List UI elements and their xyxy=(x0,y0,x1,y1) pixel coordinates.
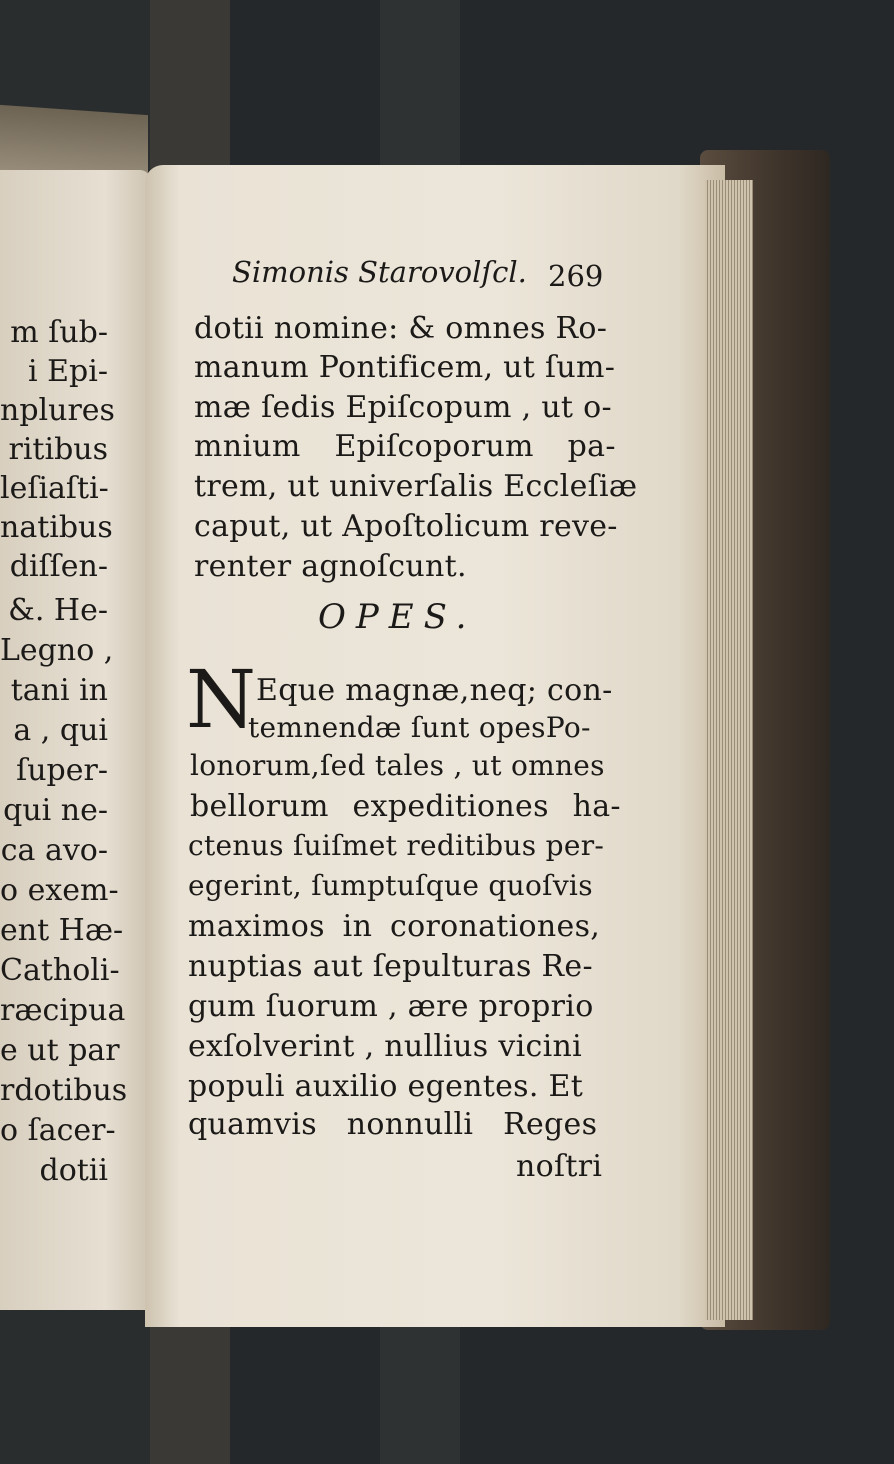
text-line: nuptias aut ſepulturas Re- xyxy=(188,949,593,984)
text-line: populi auxilio egentes. Et xyxy=(188,1069,584,1104)
text-line: trem, ut univerſalis Eccleſiæ xyxy=(194,469,638,504)
left-line: Legno , xyxy=(0,633,114,668)
left-line: a , qui xyxy=(13,713,108,748)
text-line: dotii nomine: & omnes Ro- xyxy=(194,311,608,346)
left-line: ent Hæ- xyxy=(0,913,124,948)
text-line: exſolverint , nullius vicini xyxy=(188,1029,582,1064)
text-line: manum Pontificem, ut ſum- xyxy=(194,350,616,385)
drop-cap: N xyxy=(186,653,256,746)
text-line: egerint, ſumptuſque quoſvis xyxy=(188,869,593,902)
left-line: m ſub- xyxy=(10,315,108,350)
page-edges xyxy=(705,180,753,1320)
running-head: Simonis Starovolſcl. xyxy=(232,255,527,289)
left-line: ræcipua xyxy=(0,993,126,1028)
catchword: noſtri xyxy=(516,1149,603,1184)
text-line: renter agnoſcunt. xyxy=(194,549,467,584)
text-line: maximos in coronationes, xyxy=(188,909,601,944)
left-line: i Epi- xyxy=(28,354,108,389)
left-line: ritibus xyxy=(8,432,108,467)
left-line: natibus xyxy=(0,510,113,545)
section-title: OPES. xyxy=(318,597,477,637)
left-line: dotii xyxy=(39,1153,108,1188)
left-line: diſſen- xyxy=(9,549,108,584)
page-number: 269 xyxy=(548,259,604,293)
text-line: caput, ut Apoſtolicum reve- xyxy=(194,509,618,544)
text-line: gum ſuorum , ære proprio xyxy=(188,989,594,1024)
text-line: quamvis nonnulli Reges xyxy=(188,1107,598,1142)
left-line: nplures xyxy=(0,393,115,428)
text-line: mnium Epiſcoporum pa- xyxy=(194,429,616,464)
text-line: lonorum,ſed tales , ut omnes xyxy=(190,749,605,782)
left-line: tani in xyxy=(10,673,108,708)
left-line: rdotibus xyxy=(0,1073,128,1108)
left-line: ca avo- xyxy=(0,833,108,868)
left-line: e ut par xyxy=(0,1033,120,1068)
text-line: mæ ſedis Epiſcopum , ut o- xyxy=(194,390,612,425)
left-line: o exem- xyxy=(0,873,119,908)
text-line: ctenus ſuiſmet reditibus per- xyxy=(188,829,605,862)
left-line: ſuper- xyxy=(16,753,108,788)
left-line: qui ne- xyxy=(3,793,108,828)
left-line: leſiaſti- xyxy=(0,471,109,506)
text-line: Eque magnæ,neq; con- xyxy=(256,673,613,708)
left-line: Catholi- xyxy=(0,953,120,988)
text-line: temnendæ ſunt opesPo- xyxy=(248,711,591,744)
text-line: bellorum expeditiones ha- xyxy=(190,789,621,824)
left-line: &. He- xyxy=(8,593,108,628)
left-line: o ſacer- xyxy=(0,1113,116,1148)
